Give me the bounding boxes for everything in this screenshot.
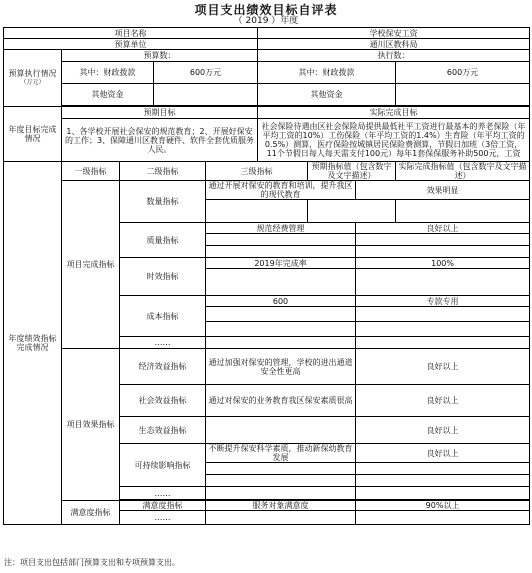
- eco-label: 生态效益指标: [120, 417, 206, 444]
- budget-unit: （万元）: [20, 79, 45, 86]
- social-text: 通过对保安的业务教育我区保安素质很高: [206, 385, 356, 417]
- exec-amount-label: 执行数：: [258, 50, 530, 62]
- output-dots-blank-1: [206, 337, 356, 349]
- quantity-blank-2: [308, 200, 396, 223]
- perf-header-row: [4, 162, 530, 181]
- satisfaction-row-1: [4, 501, 530, 511]
- cost-blank-3: [206, 322, 356, 337]
- other-exec-value: [396, 84, 530, 106]
- other-funds-row: [4, 84, 530, 106]
- quality-blank-1: [206, 234, 356, 246]
- cost-blank-1: [206, 307, 356, 322]
- col-header-level1: 一级指标: [62, 162, 120, 181]
- output-dots-blank-2: [356, 337, 530, 349]
- satisfaction-sub-label: 满意度指标: [120, 501, 206, 511]
- col-header-level2: 二级指标: [120, 162, 206, 181]
- col-header-level3: 三级指标: [206, 162, 308, 181]
- time-label: 时效指标: [120, 258, 206, 296]
- fiscal-exec-value: 600万元: [396, 62, 530, 84]
- quality-label: 质量指标: [120, 223, 206, 258]
- quantity-blank-1: [206, 200, 308, 223]
- time-blank-1: [206, 269, 356, 296]
- quality-result: 良好以上: [356, 223, 530, 234]
- evaluation-table: [3, 27, 530, 525]
- social-label: 社会效益指标: [120, 385, 206, 417]
- satisfaction-expected: 服务对象满意度: [206, 501, 356, 511]
- fiscal-exec-label: 其中：财政拨款: [258, 62, 396, 84]
- footnote: 注：项目支出包括部门预算支出和专项预算支出。: [4, 558, 180, 567]
- other-budget-value: [154, 84, 258, 106]
- project-name-row: [4, 28, 530, 39]
- econ-label: 经济效益指标: [120, 349, 206, 385]
- sustain-label: 可持续影响指标: [120, 444, 206, 487]
- dept-row: [4, 39, 530, 50]
- sustain-blank-2: [356, 463, 530, 475]
- sustain-blank-4: [356, 475, 530, 487]
- budget-amount-label: 预算数：: [62, 50, 258, 62]
- goal-header-row: [4, 107, 530, 119]
- sustain-blank-1: [206, 463, 356, 475]
- col-header-expected: 预期指标值（包含数字及文字描述）: [308, 162, 396, 181]
- output-dots: ……: [120, 337, 206, 349]
- time-blank-2: [356, 269, 530, 296]
- econ-result: 良好以上: [356, 349, 530, 385]
- satisfaction-blank-1: [206, 511, 356, 525]
- quantity-blank-3: [396, 200, 530, 223]
- quantity-text: 通过开展对保安的教育和培训，提升我区的现代教育: [206, 181, 356, 200]
- actual-goal-text: 社会保险待遇由区社会保险局提供最低社平工资进行最基本的养老保险（年平均工资的10%）工伤保险（年平均工资的1.4%）生育险（年平均工资的0.5%）测算，医疗保险按城镇居民保险费测算，节假日加班（3倍工资，11个节假日每人每天需支付100元）每年1套保保服务补助500元，工资: [258, 119, 530, 162]
- fiscal-row: [4, 62, 530, 84]
- effect-dots: ……: [120, 487, 206, 500]
- cost-label: 成本指标: [120, 296, 206, 337]
- actual-goal-header: 实际完成目标: [258, 107, 530, 119]
- effect-dots-blank-1: [206, 487, 356, 500]
- perf-section-label: 年度绩效指标完成情况: [4, 162, 62, 525]
- other-exec-label: 其他资金: [258, 84, 396, 106]
- quality-blank-4: [356, 246, 530, 258]
- quality-blank-2: [356, 234, 530, 246]
- dept-label: 预算单位: [4, 39, 258, 50]
- satisfaction-dots: ……: [120, 511, 206, 525]
- cost-blank-2: [356, 307, 530, 322]
- other-budget-label: 其他资金: [62, 84, 154, 106]
- cost-actual: 专款专用: [356, 296, 530, 307]
- econ-text: 通过加强对保安的管理，学校的进出通道安全性更高: [206, 349, 356, 385]
- effect-dots-blank-2: [356, 487, 530, 500]
- fiscal-budget-value: 600万元: [154, 62, 258, 84]
- quality-blank-3: [206, 246, 356, 258]
- eco-result: 良好以上: [356, 417, 530, 444]
- expected-goal-header: 预期目标: [62, 107, 258, 119]
- social-result: 良好以上: [356, 385, 530, 417]
- quantity-result: 效果明显: [356, 181, 530, 200]
- expected-goal-text: 1、各学校开展社会保安的规范教育；2、开展好保安的工作；3、保障通川区教育硬件、软件全套优质服务人民。: [62, 119, 258, 162]
- cost-expected: 600: [206, 296, 356, 307]
- goal-content-row: [4, 119, 530, 162]
- satisfaction-indicator-label: 满意度指标: [62, 501, 120, 525]
- budget-header-row: [4, 50, 530, 62]
- eco-blank: [206, 417, 356, 444]
- quality-text: 规范经费管理: [206, 223, 356, 234]
- cost-blank-4: [356, 322, 530, 337]
- sustain-result: 良好以上: [356, 444, 530, 463]
- project-name-value: 学校保安工资: [258, 28, 530, 39]
- goal-section-label: 年度目标完成情况: [4, 107, 62, 162]
- econ-row: [4, 349, 530, 385]
- output-indicator-label: 项目完成指标: [62, 181, 120, 349]
- quantity-label: 数量指标: [120, 181, 206, 223]
- time-expected: 2019年完成率: [206, 258, 356, 269]
- year-line: （ 2019 ）年度: [233, 16, 299, 26]
- fiscal-budget-label: 其中：财政拨款: [62, 62, 154, 84]
- form-title: 项目支出绩效目标自评表: [194, 3, 338, 17]
- effect-indicator-label: 项目效果指标: [62, 349, 120, 501]
- sustain-blank-3: [206, 475, 356, 487]
- dept-value: 通川区教科局: [258, 39, 530, 50]
- satisfaction-actual: 90%以上: [356, 501, 530, 511]
- col-header-actual: 实际完成指标值（包含数字及文字描述）: [396, 162, 530, 181]
- time-actual: 100%: [356, 258, 530, 269]
- sustain-text: 不断提升保安科学素质，推动新保幼教育发展: [206, 444, 356, 463]
- budget-section-label: 预算执行情况 （万元）: [4, 50, 62, 107]
- quantity-row-1: [4, 181, 530, 200]
- project-name-label: 项目名称: [4, 28, 258, 39]
- satisfaction-blank-2: [356, 511, 530, 525]
